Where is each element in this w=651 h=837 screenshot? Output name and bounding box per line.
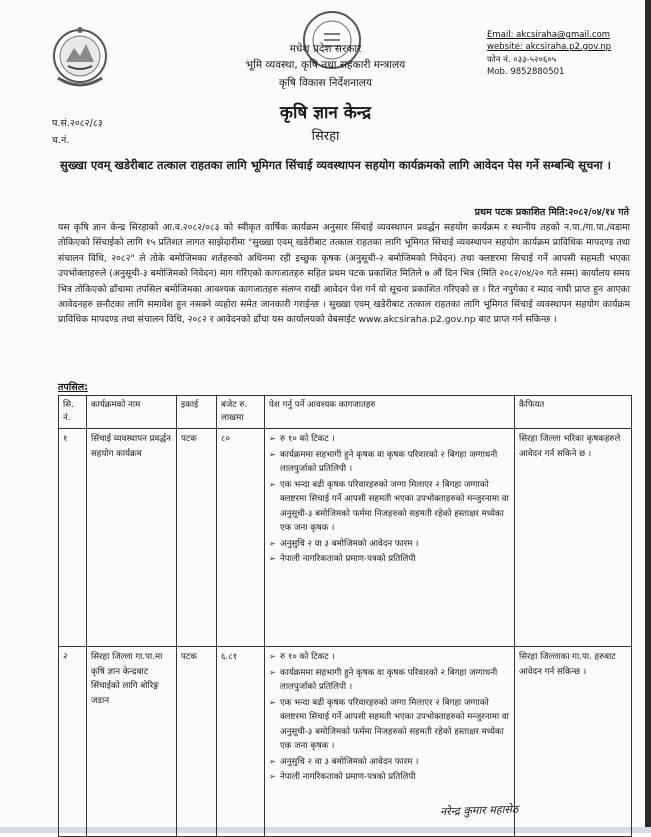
cell-budget: ६.८१: [217, 647, 265, 837]
doc-item: ➢ कार्यक्रममा सहभागी हुने कृषक वा कृषक परिवारको २ बिगहा जग्गाधनी लालपुर्जाको प्रतिलिपी ।: [269, 666, 510, 695]
cell-unit: पटक: [177, 429, 217, 647]
tapsil-label: तपसिल:: [58, 382, 88, 393]
contact-email: Email: akcsiraha@gmail.com: [487, 30, 611, 40]
header-line-1: मधेश प्रदेश सरकार: [289, 43, 362, 55]
cell-name: सिंचाई व्यवस्थापन प्रवर्द्धन सहयोग कार्यक्रम: [87, 429, 177, 647]
col-header-budget: बजेट रु. लाखमा: [217, 396, 265, 429]
col-header-unit: इकाई: [177, 396, 217, 429]
doc-item: ➢ रु १० को टिकट ।: [269, 432, 510, 447]
program-table: [58, 395, 632, 837]
ref-patra-sankhya: प.सं.२०८२/८३: [52, 118, 103, 129]
cell-unit: पटक: [177, 647, 217, 837]
cell-sn: १: [59, 429, 87, 647]
header-line-2: भूमि व्यवस्था, कृषि तथा सहकारी मन्त्रालय: [245, 59, 406, 71]
col-header-docs: पेश गर्नु पर्ने आवश्यक कागजातहरु: [265, 396, 515, 429]
contact-phone: फोन नं. ०३३-५२०६०५: [487, 55, 557, 65]
doc-item: ➢ अनुसुचि २ वा ३ बमोजिमको आवेदन फारम ।: [269, 537, 510, 552]
doc-item: ➢ एक भन्दा बढी कृषक परिवारहरुको जग्गा मिलाएर २ बिगहा जग्गाको क्लष्टरमा सिचाई गर्ने आपसी सहमती भएका उपभोक्ताहरुको मन्जुरनामा वा अनुसूची-३ बमोजिमको फर्ममा निजहरुको सहमती रहेको हस्ताक्षर मध्येका एक जना कृषक ।: [269, 478, 510, 536]
doc-item: ➢ कार्यक्रममा सहभागी हुने कृषक वा कृषक परिवारको २ बिगहा जग्गाधनी लालपुर्जाको प्रतिलिपी ।: [269, 448, 510, 477]
table-header-row: [59, 396, 632, 429]
office-district: सिरहा: [311, 129, 340, 144]
cell-remarks: सिरहा जिल्ला भरिका कृषकहरुले आवेदन गर्न सकिने छ ।: [515, 429, 632, 647]
doc-item: ➢ नेपाली नागरिकताको प्रमाण-पत्रको प्रतिलिपी: [269, 552, 510, 567]
table-row: [59, 647, 632, 837]
publication-date: प्रथम पटक प्रकाशित मिति:२०८२/०४/१४ गते: [474, 207, 629, 218]
notice-title: सुख्खा एवम् खडेरीबाट तत्काल राहतका लागि भूमिगत सिंचाई व्यवस्थापन सहयोग कार्यक्रमको लागि आवेदन पेस गर्ने सम्बन्धि सूचना ।: [60, 158, 612, 172]
col-header-name: कार्यक्रमको नाम: [87, 396, 177, 429]
doc-item: ➢ रु १० को टिकट ।: [269, 650, 510, 665]
doc-item: ➢ अनुसुचि २ वा ३ बमोजिमको आवेदन फारम ।: [269, 755, 510, 770]
notice-body: यस कृषि ज्ञान केन्द्र सिरहाको आ.व.२०८२/०८३ को स्वीकृत वार्षिक कार्यक्रम अनुसार सिंचाई व्यवस्थापन प्रवर्द्धन सहयोग कार्यक्रम र स्थानीय तहको न.पा./गा.पा./वडामा तोकिएको सिंचाईको लागि १५ प्रतिशत लागत साझेदारीमा "सुख्खा एवम् खडेरीबाट तत्काल राहतका लागि भूमिगत सिंचाई व्यवस्थापन सहयोग कार्यक्रम प्राविधिक मापदण्ड तथा संचालन विधि, २०८२" ले तोके बमोजिमका शर्तहरुको अधिनमा रही इच्छुक कृषक (अनुसूची-२ बमोजिमको निवेदन) तथा क्लष्टरमा सिचाई गर्ने आपसी सहमती भएका उपभोक्ताहरुले (अनुसूची-३ बमोजिमको निवेदन) माग गरिएको कागजातहरु सहित प्रथम पटक प्रकाशित मितिले ७ औं दिन भित्र (मिति २०८२/०४/२० गते सम्म) कार्यालय समय भित्र तोकिएको ढाँचामा तपसिल बमोजिमका आवश्यक कागजातहरु संलग्न राखी आवेदन पेश गर्न यो सूचना प्रकाशित गरिएको छ । रित नपुगेका र म्याद नाघी प्राप्त हुन आएका आवेदनहरु छनौटका लागि समावेश हुन नसक्ने व्यहोरा समेत जानकारी गराईन्छ । सुख्खा एवम् खडेरीबाट तत्काल राहतका लागि भूमिगत सिंचाई व्यवस्थापन सहयोग कार्यक्रम प्राविधिक मापदण्ड तथा संचालन विधि, २०८२ र आवेदनको ढाँचा यस कार्यालयको वेबसाईट www.akcsiraha.p2.gov.np बाट प्राप्त गर्न सकिन्छ ।: [58, 222, 630, 326]
contact-website: website: akcsiraha.p2.gov.np: [487, 42, 612, 52]
header-line-3: कृषि विकास निर्देशनालय: [279, 77, 372, 89]
col-header-sn: सि. नं.: [59, 396, 87, 429]
scan-edge-right: [645, 0, 651, 833]
cell-budget: ८०: [217, 429, 265, 647]
cell-remarks: सिरहा जिल्लाका गा.पा. हरुबाट आवेदन गर्न सकिन्छ ।: [515, 647, 632, 837]
col-header-remarks: कैफियत: [515, 396, 632, 429]
signature: नरेन्द्र कुमार महासेठ: [439, 802, 519, 819]
cell-docs: [265, 429, 515, 647]
contact-mobile: Mob. 9852880501: [487, 67, 565, 77]
cell-sn: २: [59, 647, 87, 837]
cell-name: सिरहा जिल्ला गा.पा.मा कृषि ज्ञान केन्द्रबाट सिंचाईको लागि बोरिङ्ग जडान: [87, 647, 177, 837]
table-row: [59, 429, 632, 647]
doc-item: ➢ एक भन्दा बढी कृषक परिवारहरुको जग्गा मिलाएर २ बिगहा जग्गाको क्लष्टरमा सिचाई गर्ने आपसी सहमती भएका उपभोक्ताहरुको मन्जुरनामा वा अनुसूची-३ बमोजिमको फर्ममा निजहरुको सहमती रहेको हस्ताक्षर मध्येका एक जना कृषक ।: [269, 696, 510, 754]
ref-chalani: च.नं.: [52, 135, 70, 146]
office-name: कृषि ज्ञान केन्द्र: [279, 103, 372, 123]
doc-item: ➢ नेपाली नागरिकताको प्रमाण-पत्रको प्रतिलिपी: [269, 770, 510, 785]
